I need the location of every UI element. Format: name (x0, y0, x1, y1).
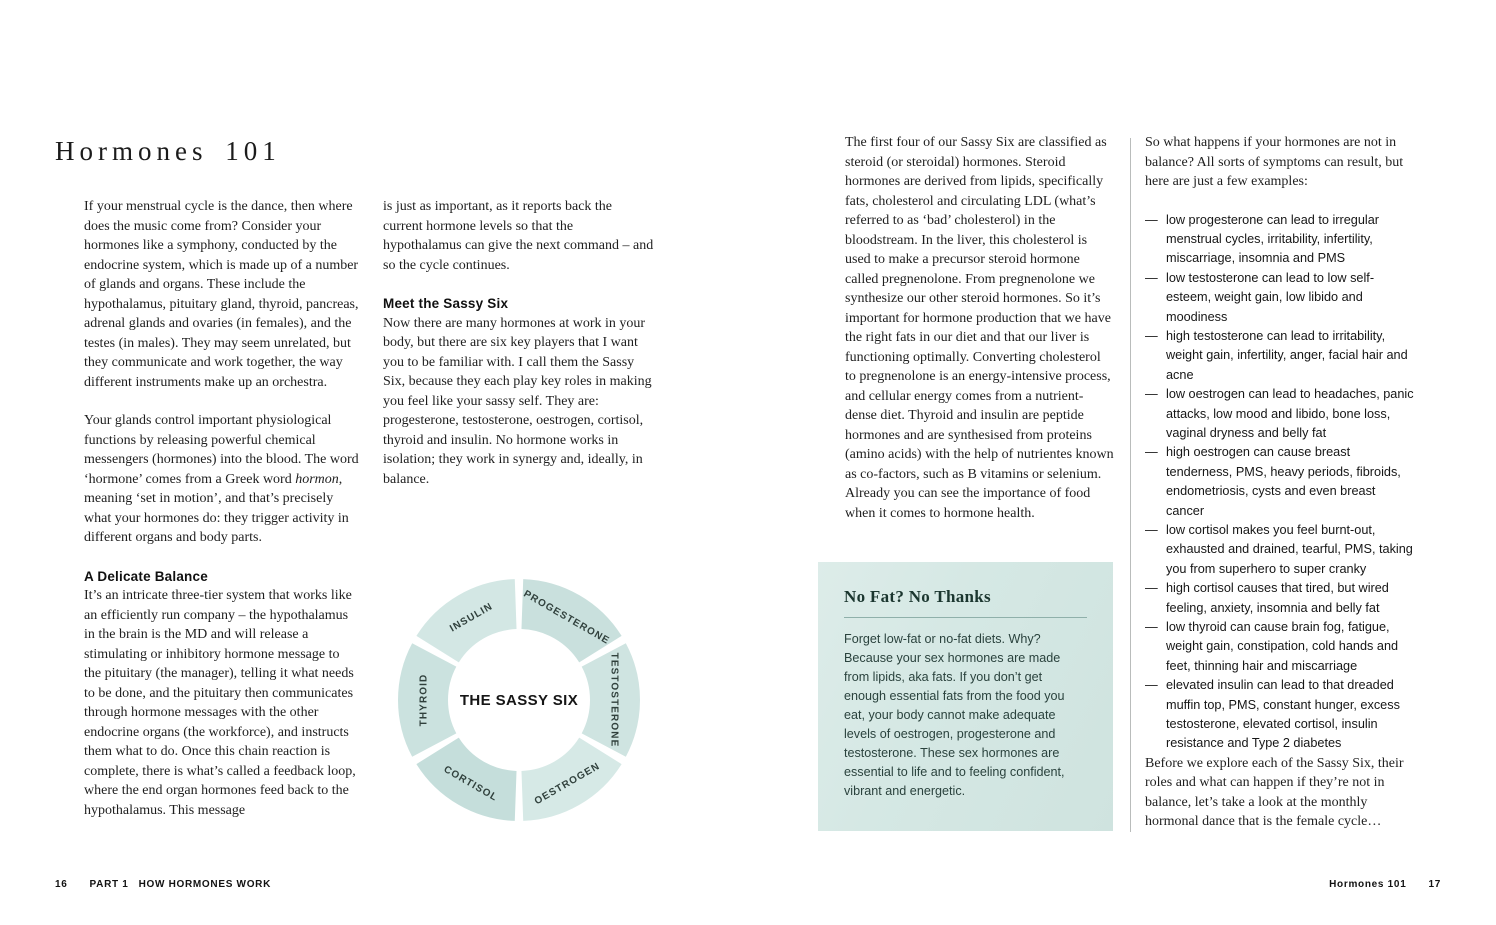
sassy-six-ring-diagram (389, 565, 649, 835)
list-item-dash: — (1145, 212, 1158, 227)
list-item-text: low testosterone can lead to low self-esteem, weight gain, low libido and moodiness (1166, 270, 1375, 324)
list-item (1145, 211, 1417, 269)
paragraph-outro: Before we explore each of the Sassy Six, their roles and what can happen if they’re not in balance, let’s take a look at the monthly hormonal dance that is the female cycle… (1145, 755, 1404, 830)
list-item-text: low thyroid can cause brain fog, fatigue, weight gain, constipation, cold hands and feet, thinning hair and miscarriage (1166, 620, 1399, 673)
right-page-column-2 (1145, 133, 1417, 832)
section-title: HOW HORMONES WORK (138, 879, 272, 890)
paragraph-glands-post: , meaning ‘set in motion’, and that’s precisely what your hormones do: they trigger activity in different organs and body parts. (84, 471, 349, 545)
list-item-dash: — (1145, 445, 1158, 460)
paragraph-glands-italic-term: hormon (295, 471, 339, 487)
ring-label-oestrogen: OESTROGEN (532, 760, 603, 808)
ring-label-progesterone: PROGESTERONE (521, 588, 612, 647)
list-item-text: low oestrogen can lead to headaches, panic attacks, low mood and libido, bone loss, vaginal dryness and belly fat (1166, 387, 1414, 440)
infobox-title: No Fat? No Thanks (844, 587, 991, 606)
list-item-dash: — (1145, 523, 1158, 537)
paragraph-intro: If your menstrual cycle is the dance, then where does the music come from? Consider your hormones like a symphony, conducted by the endocrine system, which is made up of a number of glands and organs. These include the hypothalamus, pituitary gland, thyroid, pancreas, adrenal glands and ovaries (in females), and the testes (in males). They may seem unrelated, but they communicate and work together, the way different instruments make up an orchestra. (84, 199, 359, 390)
ring-label-testosterone: TESTOSTERONE (608, 652, 620, 748)
list-item-text: low cortisol makes you feel burnt-out, exhausted and drained, tearful, PMS, taking you from superhero to super cranky (1166, 523, 1413, 576)
list-item (1145, 579, 1417, 618)
subheading-a-delicate-balance: A Delicate Balance (84, 568, 208, 584)
list-item (1145, 443, 1417, 521)
list-item-dash: — (1145, 678, 1158, 693)
list-item-dash: — (1145, 270, 1158, 285)
paragraph-glands (84, 411, 360, 548)
paragraph-symptoms-intro: So what happens if your hormones are not in balance? All sorts of symptoms can result, but here are just a few examples: (1145, 135, 1404, 189)
paragraph-steroid-hormones: The first four of our Sassy Six are classified as steroid (or steroidal) hormones. Steroid hormones are derived from lipids, specifically fats, cholesterol and circulating LDL (what’s referred to as ‘bad’ cholesterol) in the bloodstream. In the liver, this cholesterol is used to make a precursor steroid hormone called pregnenolone. From pregnenolone we synthesize our other steroid hormones. So it’s important for hormone production that we have the right fats in our diet and that our liver is functioning optimally. Converting cholesterol to pregnenolone is an energy-intensive process, and cellular energy comes from a nutrient-dense diet. Thyroid and insulin are peptide hormones and are synthesised from proteins (amino acids) with the help of nutrientes known as co-factors, such as B vitamins or selenium. Already you can see the importance of food when it comes to hormone health. (845, 135, 1114, 521)
infobox-divider (844, 617, 1087, 618)
right-page-number: 17 (1428, 879, 1441, 890)
part-label: PART 1 (89, 879, 129, 890)
ring-label-insulin: INSULIN (448, 601, 495, 635)
ring-label-thyroid: THYROID (418, 673, 430, 727)
ring-label-cortisol: CORTISOL (441, 764, 500, 804)
list-item-text: high testosterone can lead to irritability, weight gain, infertility, anger, facial hair and acne (1166, 328, 1408, 382)
list-item-dash: — (1145, 620, 1158, 635)
list-item-dash: — (1145, 328, 1158, 343)
list-item (1145, 269, 1417, 327)
paragraph-glands-pre: Your glands control important physiological functions by releasing powerful chemical messengers (hormones) into the blood. The word ‘hormone’ comes from a Greek word (84, 413, 359, 487)
subheading-meet-the-sassy-six: Meet the Sassy Six (383, 296, 509, 311)
list-item (1145, 676, 1417, 754)
paragraph-sassy-six: Now there are many hormones at work in your body, but there are six key players that I want you to be familiar with. I call them the Sassy Six, because they each play key roles in making you feel like your sassy self. They are: progesterone, testosterone, oestrogen, cortisol, thyroid and insulin. No hormone works in isolation; they work in synergy and, ideally, in balance. (383, 315, 652, 487)
list-item-dash: — (1145, 387, 1158, 402)
list-item-text: low progesterone can lead to irregular menstrual cycles, irritability, infertility, miscarriage, insomnia and PMS (1166, 212, 1379, 266)
right-page-footer (1329, 879, 1441, 890)
list-item-text: high oestrogen can cause breast tenderness, PMS, heavy periods, fibroids, endometriosis, cysts and even breast cancer (1166, 445, 1401, 518)
list-item (1145, 385, 1417, 443)
ring-center-label: THE SASSY SIX (459, 692, 579, 709)
infobox-body: Forget low-fat or no-fat diets. Why? Because your sex hormones are made from lipids, aka fats. If you don’t get enough essential fats from the food you eat, your body cannot make adequate levels of oestrogen, progesterone and testosterone. These sex hormones are essential to life and to feeling confident, vibrant and energetic. (844, 632, 1065, 798)
list-item (1145, 521, 1417, 579)
symptoms-list (1145, 211, 1417, 754)
page-title: Hormones 101 (55, 136, 281, 166)
infobox-no-fat-no-thanks (818, 562, 1113, 831)
left-page-number: 16 (55, 879, 68, 890)
list-item (1145, 618, 1417, 676)
paragraph-continuation: is just as important, as it reports back the current hormone levels so that the hypothalamus can give the next command – and so the cycle continues. (383, 199, 654, 273)
list-item-text: elevated insulin can lead to that dreaded muffin top, PMS, constant hunger, excess testosterone, elevated cortisol, insulin resistance and Type 2 diabetes (1166, 678, 1400, 751)
left-page-column-1 (84, 197, 360, 820)
column-divider-rule (1130, 138, 1131, 832)
left-page-column-2 (383, 197, 655, 489)
chapter-title: Hormones 101 (1329, 879, 1407, 890)
list-item-text: high cortisol causes that tired, but wired feeling, anxiety, insomnia and belly fat (1166, 581, 1389, 615)
paragraph-delicate-balance: It’s an intricate three-tier system that works like an efficiently run company – the hypothalamus in the brain is the MD and will release a stimulating or inhibitory hormone message to the pituitary (the manager), telling it what needs to be done, and the pituitary then communicates through hormone messages with the other endocrine organs (the workforce), and instructs them what to do. Once this chain reaction is complete, there is what’s called a feedback loop, where the end organ hormones feed back to the hypothalamus. This message (84, 588, 356, 818)
list-item (1145, 327, 1417, 385)
left-page-footer (55, 879, 271, 890)
list-item-dash: — (1145, 581, 1158, 596)
right-page-column-1 (845, 133, 1115, 523)
